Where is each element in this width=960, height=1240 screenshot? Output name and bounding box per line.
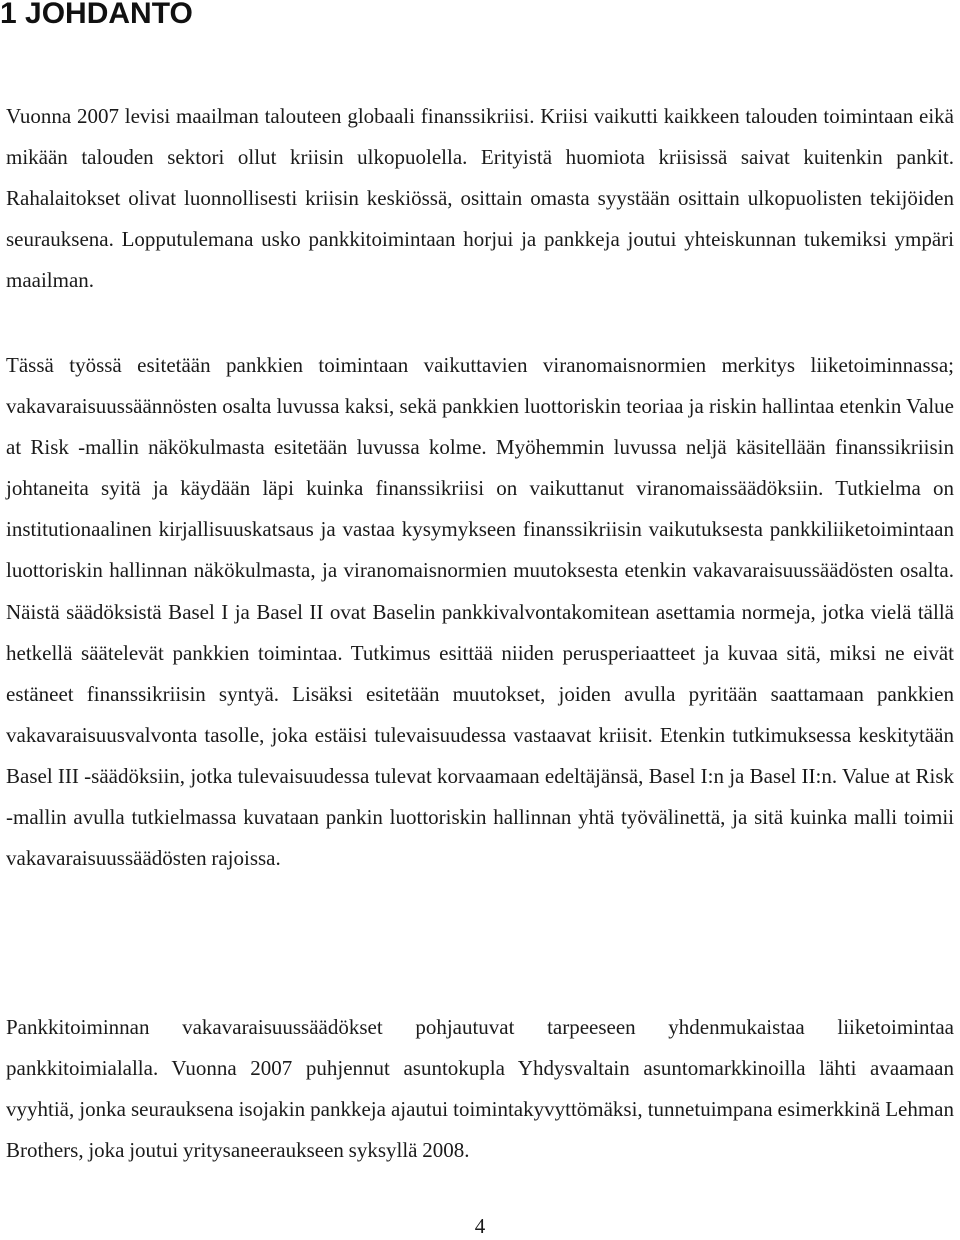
- paragraph-background: Pankkitoiminnan vakavaraisuussäädökset pohjautuvat tarpeeseen yhdenmukaistaa liiketoimintaa pankkitoimialalla. Vuonna 2007 puhjennut asuntokupla Yhdysvaltain asuntomarkkinoilla lähti avaamaan vyyhtiä, jonka seurauksena isojakin pankkeja ajautui toimintakyvyttömäksi, tunnetuimpana esimerkkinä Lehman Brothers, joka joutui yritysaneeraukseen syksyllä 2008.: [6, 1015, 954, 1163]
- paragraph-scope: Tässä työssä esitetään pankkien toimintaan vaikuttavien viranomaisnormien merkitys liiketoiminnassa; vakavaraisuussäännösten osalta luvussa kaksi, sekä pankkien luottoriskin teoriaa ja riskin hallintaa etenkin Value at Risk -mallin näkökulmasta esitetään luvussa kolme. Myöhemmin luvussa neljä käsitellään finanssikriisin johtaneita syitä ja käydään läpi kuinka finanssikriisi on vaikuttanut viranomaissäädöksiin. Tutkielma on institutionaalinen kirjallisuuskatsaus ja vastaa kysymykseen finanssikriisin vaikutuksesta pankkiliiketoimintaan luottoriskin hallinnan näkökulmasta, ja viranomaisnormien muutoksesta etenkin vakavaraisuussäädösten osalta. Näistä säädöksistä Basel I ja Basel II ovat Baselin pankkivalvontakomitean asettamia normeja, jotka vielä tällä hetkellä säätelevät pankkien toimintaa. Tutkimus esittää niiden perusperiaatteet ja kuvaa sitä, miksi ne eivät estäneet finanssikriisin syntyä. Lisäksi esitetään muutokset, joiden avulla pyritään saattamaan pankkien vakavaraisuusvalvonta tasolle, joka estäisi tulevaisuudessa vastaavat kriisit. Etenkin tutkimuksessa keskitytään Basel III -säädöksiin, jotka tulevaisuudessa tulevat korvaamaan edeltäjänsä, Basel I:n ja Basel II:n. Value at Risk -mallin avulla tutkielmassa kuvataan pankin luottoriskin hallinnan yhtä työvälinettä, ja sitä kuinka malli toimii vakavaraisuussäädösten rajoissa.: [6, 353, 954, 871]
- paragraph-introduction: Vuonna 2007 levisi maailman talouteen globaali finanssikriisi. Kriisi vaikutti kaikkeen talouden toimintaan eikä mikään talouden sektori ollut kriisin ulkopuolella. Erityistä huomiota kriisissä saivat kuitenkin pankit. Rahalaitokset olivat luonnollisesti kriisin keskiössä, osittain omasta syystään osittain ulkopuolisten tekijöiden seurauksena. Lopputulemana usko pankkitoimintaan horjui ja pankkeja joutui yhteiskunnan tukemiksi ympäri maailman.: [6, 104, 954, 293]
- page-number: 4: [474, 1214, 486, 1238]
- chapter-heading: 1 JOHDANTO: [0, 0, 193, 30]
